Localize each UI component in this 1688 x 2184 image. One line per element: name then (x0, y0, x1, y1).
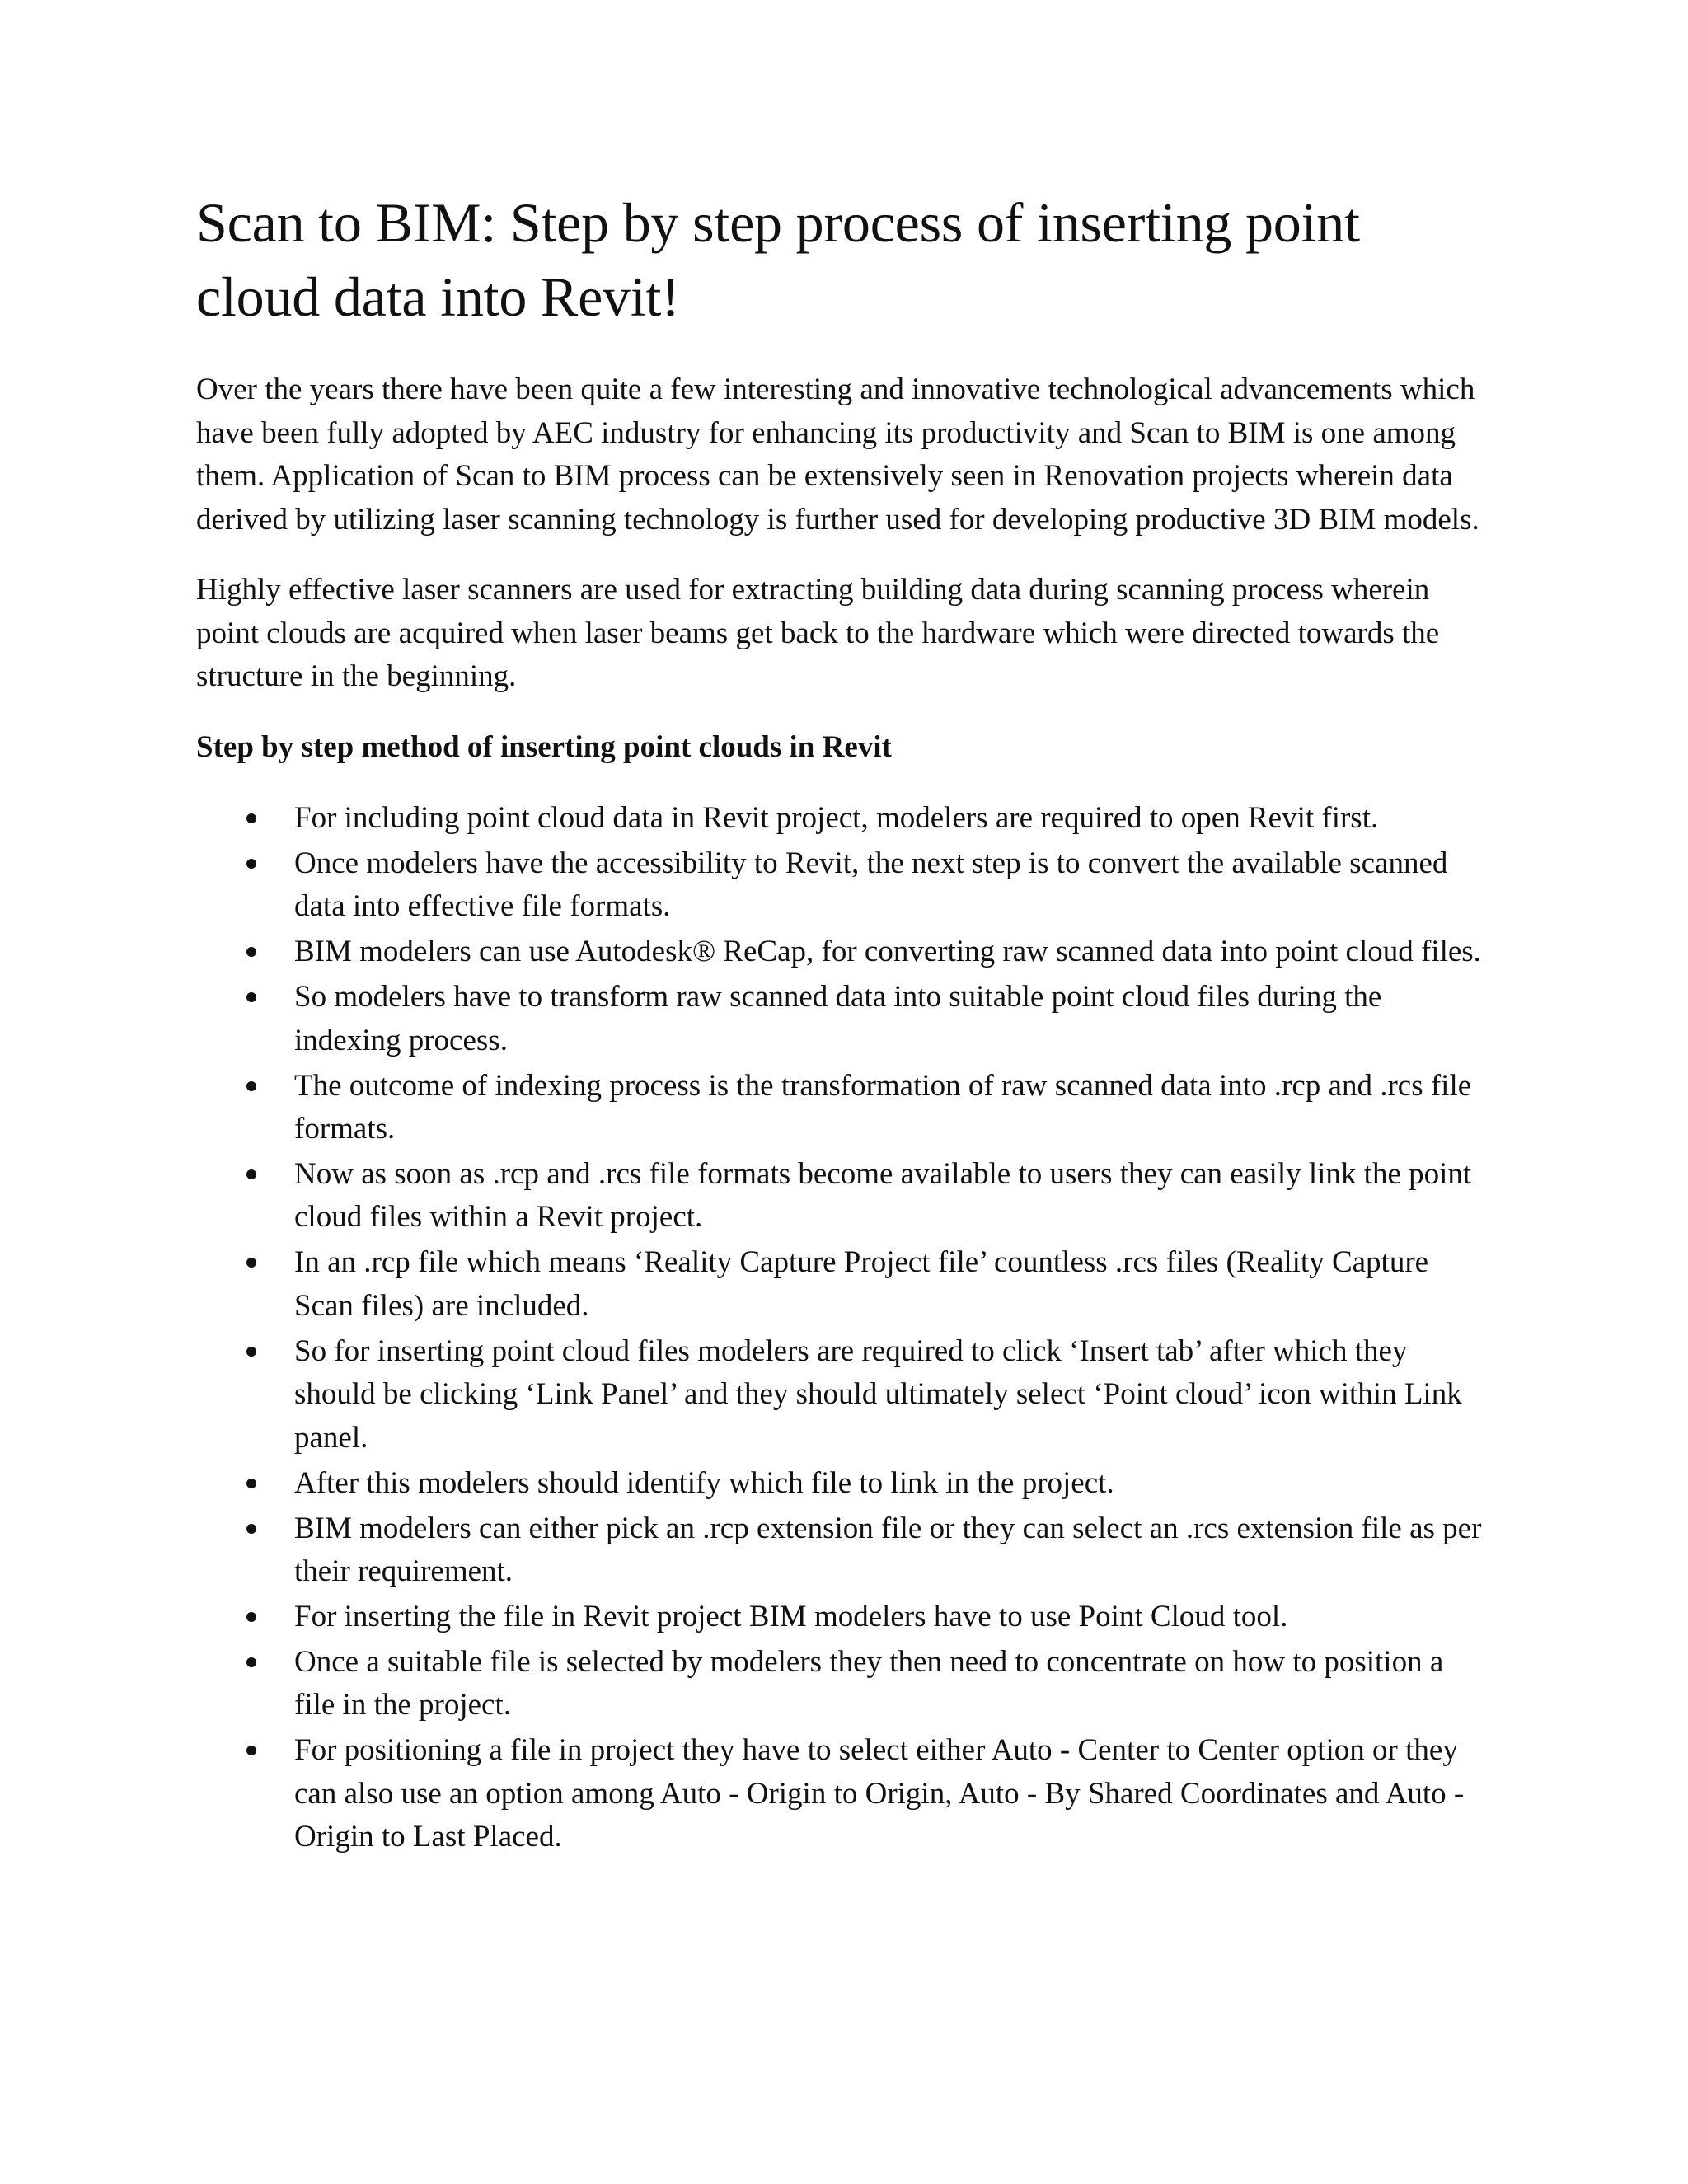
section-heading: Step by step method of inserting point clouds in Revit (196, 729, 892, 764)
bullet-icon (246, 992, 256, 1002)
list-item (196, 1241, 1490, 1328)
bullet-icon (246, 1657, 256, 1667)
list-item-text: Now as soon as .rcp and .rcs file formats become available to users they can easily link the point cloud files within a Revit project. (294, 1156, 1472, 1235)
bullet-icon (246, 1258, 256, 1268)
steps-list (196, 797, 1490, 1859)
list-item (196, 1330, 1490, 1460)
bullet-icon (246, 1081, 256, 1091)
list-item-text: So for inserting point cloud files modelers are required to click ‘Insert tab’ after which they should be clicking ‘Link Panel’ and they should ultimately select ‘Point cloud’ icon within Link panel. (294, 1333, 1462, 1455)
list-item-text: After this modelers should identify which file to link in the project. (294, 1465, 1114, 1500)
list-item-text: For inserting the file in Revit project BIM modelers have to use Point Cloud tool. (294, 1599, 1288, 1633)
bullet-icon (246, 859, 256, 869)
list-item (196, 976, 1490, 1062)
list-item (196, 1462, 1490, 1506)
bullet-icon (246, 813, 256, 823)
list-item-text: Once modelers have the accessibility to Revit, the next step is to convert the available scanned data into effective file formats. (294, 846, 1448, 924)
list-item (196, 797, 1490, 841)
document-title: Scan to BIM: Step by step process of inserting point cloud data into Revit! (196, 191, 1360, 328)
list-item-text: BIM modelers can use Autodesk® ReCap, for converting raw scanned data into point cloud files. (294, 935, 1481, 969)
list-item-text: BIM modelers can either pick an .rcp extension file or they can select an .rcs extension file as per their requirement. (294, 1511, 1482, 1589)
list-item-text: For including point cloud data in Revit project, modelers are required to open Revit first. (294, 801, 1379, 835)
list-item (196, 1641, 1490, 1727)
bullet-icon (246, 947, 256, 957)
scanner-paragraph: Highly effective laser scanners are used for extracting building data during scanning process wherein point clouds are acquired when laser beams get back to the hardware which were directed towards the structure in the beginning. (196, 573, 1440, 693)
list-item (196, 1596, 1490, 1639)
bullet-icon (246, 1169, 256, 1179)
intro-paragraph: Over the years there have been quite a few interesting and innovative technological advancements which have been fully adopted by AEC industry for enhancing its productivity and Scan to BIM is one among them. Application of Scan to BIM process can be extensively seen in Renovation projects wherein data derived by utilizing laser scanning technology is further used for developing productive 3D BIM models. (196, 373, 1479, 537)
list-item (196, 1153, 1490, 1240)
document-page (196, 185, 1490, 1861)
bullet-icon (246, 1347, 256, 1357)
list-item (196, 1065, 1490, 1151)
bullet-icon (246, 1612, 256, 1622)
bullet-icon (246, 1524, 256, 1534)
list-item-text: For positioning a file in project they have to select either Auto - Center to Center option or they can also use an option among Auto - Origin to Origin, Auto - By Shared Coordinates and Auto - Origin to Last Placed. (294, 1733, 1465, 1854)
list-item (196, 1507, 1490, 1594)
list-item-text: Once a suitable file is selected by modelers they then need to concentrate on how to position a file in the project. (294, 1644, 1444, 1722)
list-item-text: So modelers have to transform raw scanned data into suitable point cloud files during the indexing process. (294, 980, 1382, 1057)
list-item-text: The outcome of indexing process is the transformation of raw scanned data into .rcp and .rcs file formats. (294, 1068, 1472, 1146)
bullet-icon (246, 1479, 256, 1488)
list-item-text: In an .rcp file which means ‘Reality Capture Project file’ countless .rcs files (Reality Capture Scan files) are included. (294, 1245, 1429, 1323)
list-item (196, 842, 1490, 929)
list-item (196, 1729, 1490, 1859)
bullet-icon (246, 1746, 256, 1755)
list-item (196, 930, 1490, 974)
